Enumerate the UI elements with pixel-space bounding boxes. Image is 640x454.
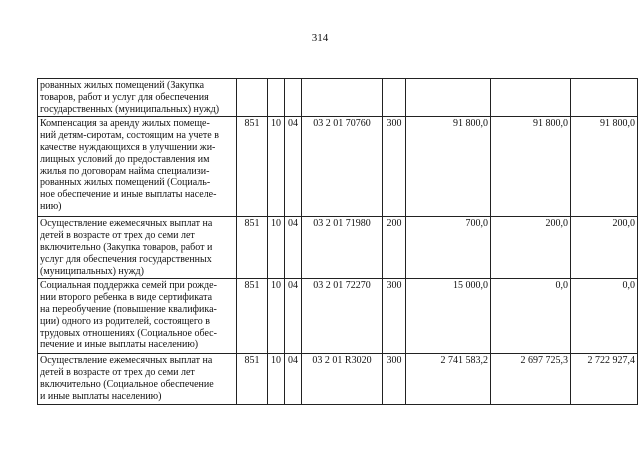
ministry-code-cell: 851: [237, 279, 268, 354]
description-line: Осуществление ежемесячных выплат на: [40, 355, 213, 367]
table-row: [38, 217, 638, 279]
description-line: ное обеспечение и иные выплаты населе-: [40, 189, 217, 201]
ministry-code-cell: 851: [237, 117, 268, 217]
amount-year1-cell: 2 741 583,2: [406, 354, 491, 405]
description-line: ний детям-сиротам, состоящим на учете в: [40, 130, 219, 142]
description-line: детей в возрасте от трех до семи лет: [40, 230, 195, 242]
description-line: трудовых отношениях (Социальное обес-: [40, 327, 217, 339]
description-line: детей в возрасте от трех до семи лет: [40, 367, 195, 379]
amount-year2-cell: 2 697 725,3: [491, 354, 571, 405]
target-article-cell: [302, 79, 383, 117]
amount-year3-cell: 2 722 927,4: [571, 354, 638, 405]
table-row: [38, 279, 638, 354]
amount-year3-cell: [571, 79, 638, 117]
amount-year1-cell: 700,0: [406, 217, 491, 279]
description-line: рованных жилых помещений (Закупка: [40, 80, 205, 91]
description-line: государственных (муниципальных) нужд): [40, 103, 220, 115]
expense-type-cell: 300: [383, 279, 406, 354]
ministry-code-cell: [237, 79, 268, 117]
description-line: качестве нуждающихся в улучшении жи-: [40, 141, 216, 153]
description-line: лищных условий до предоставления им: [40, 153, 210, 165]
amount-year1-cell: 91 800,0: [406, 117, 491, 217]
description-cell: [38, 117, 237, 217]
target-article-cell: 03 2 01 71980: [302, 217, 383, 279]
description-line: Осуществление ежемесячных выплат на: [40, 218, 213, 230]
section-code-cell: [268, 79, 285, 117]
amount-year2-cell: 0,0: [491, 279, 571, 354]
description-cell: [38, 79, 237, 117]
expense-type-cell: 300: [383, 117, 406, 217]
subsection-code-cell: 04: [285, 354, 302, 405]
table-body: [38, 79, 638, 405]
ministry-code-cell: 851: [237, 354, 268, 405]
description-cell: [38, 279, 237, 354]
description-line: (муниципальных) нужд): [40, 265, 144, 277]
description-line: услуг для обеспечения государственных: [40, 253, 212, 265]
amount-year2-cell: 200,0: [491, 217, 571, 279]
description-line: включительно (Социальное обеспечение: [40, 378, 214, 390]
amount-year3-cell: 0,0: [571, 279, 638, 354]
subsection-code-cell: 04: [285, 217, 302, 279]
expense-type-cell: 200: [383, 217, 406, 279]
amount-year1-cell: [406, 79, 491, 117]
ministry-code-cell: 851: [237, 217, 268, 279]
description-line: включительно (Закупка товаров, работ и: [40, 241, 213, 253]
amount-year1-cell: 15 000,0: [406, 279, 491, 354]
description-cell: [38, 217, 237, 279]
section-code-cell: 10: [268, 354, 285, 405]
amount-year2-cell: [491, 79, 571, 117]
amount-year3-cell: 200,0: [571, 217, 638, 279]
table-row: [38, 117, 638, 217]
description-line: и иные выплаты населению): [40, 390, 162, 402]
target-article-cell: 03 2 01 R3020: [302, 354, 383, 405]
table-row: [38, 79, 638, 117]
amount-year3-cell: 91 800,0: [571, 117, 638, 217]
section-code-cell: 10: [268, 217, 285, 279]
page-number: 314: [311, 32, 329, 44]
table-row: [38, 354, 638, 405]
description-line: нию): [40, 200, 62, 212]
target-article-cell: 03 2 01 72270: [302, 279, 383, 354]
description-line: печение и иные выплаты населению): [40, 339, 199, 351]
subsection-code-cell: 04: [285, 279, 302, 354]
description-line: Компенсация за аренду жилых помеще-: [40, 118, 210, 130]
amount-year2-cell: 91 800,0: [491, 117, 571, 217]
expense-type-cell: 300: [383, 354, 406, 405]
subsection-code-cell: 04: [285, 117, 302, 217]
section-code-cell: 10: [268, 279, 285, 354]
description-line: Социальная поддержка семей при рожде-: [40, 280, 217, 292]
expense-type-cell: [383, 79, 406, 117]
budget-table: [37, 78, 638, 405]
description-cell: [38, 354, 237, 405]
subsection-code-cell: [285, 79, 302, 117]
section-code-cell: 10: [268, 117, 285, 217]
target-article-cell: 03 2 01 70760: [302, 117, 383, 217]
description-line: нии второго ребенка в виде сертификата: [40, 292, 213, 304]
description-line: жилья по договорам найма специализи-: [40, 165, 210, 177]
description-line: рованных жилых помещений (Социаль-: [40, 177, 211, 189]
description-line: на переобучение (повышение квалифика-: [40, 303, 217, 315]
description-line: товаров, работ и услуг для обеспечения: [40, 91, 209, 103]
description-line: ции) одного из родителей, состоящего в: [40, 315, 210, 327]
